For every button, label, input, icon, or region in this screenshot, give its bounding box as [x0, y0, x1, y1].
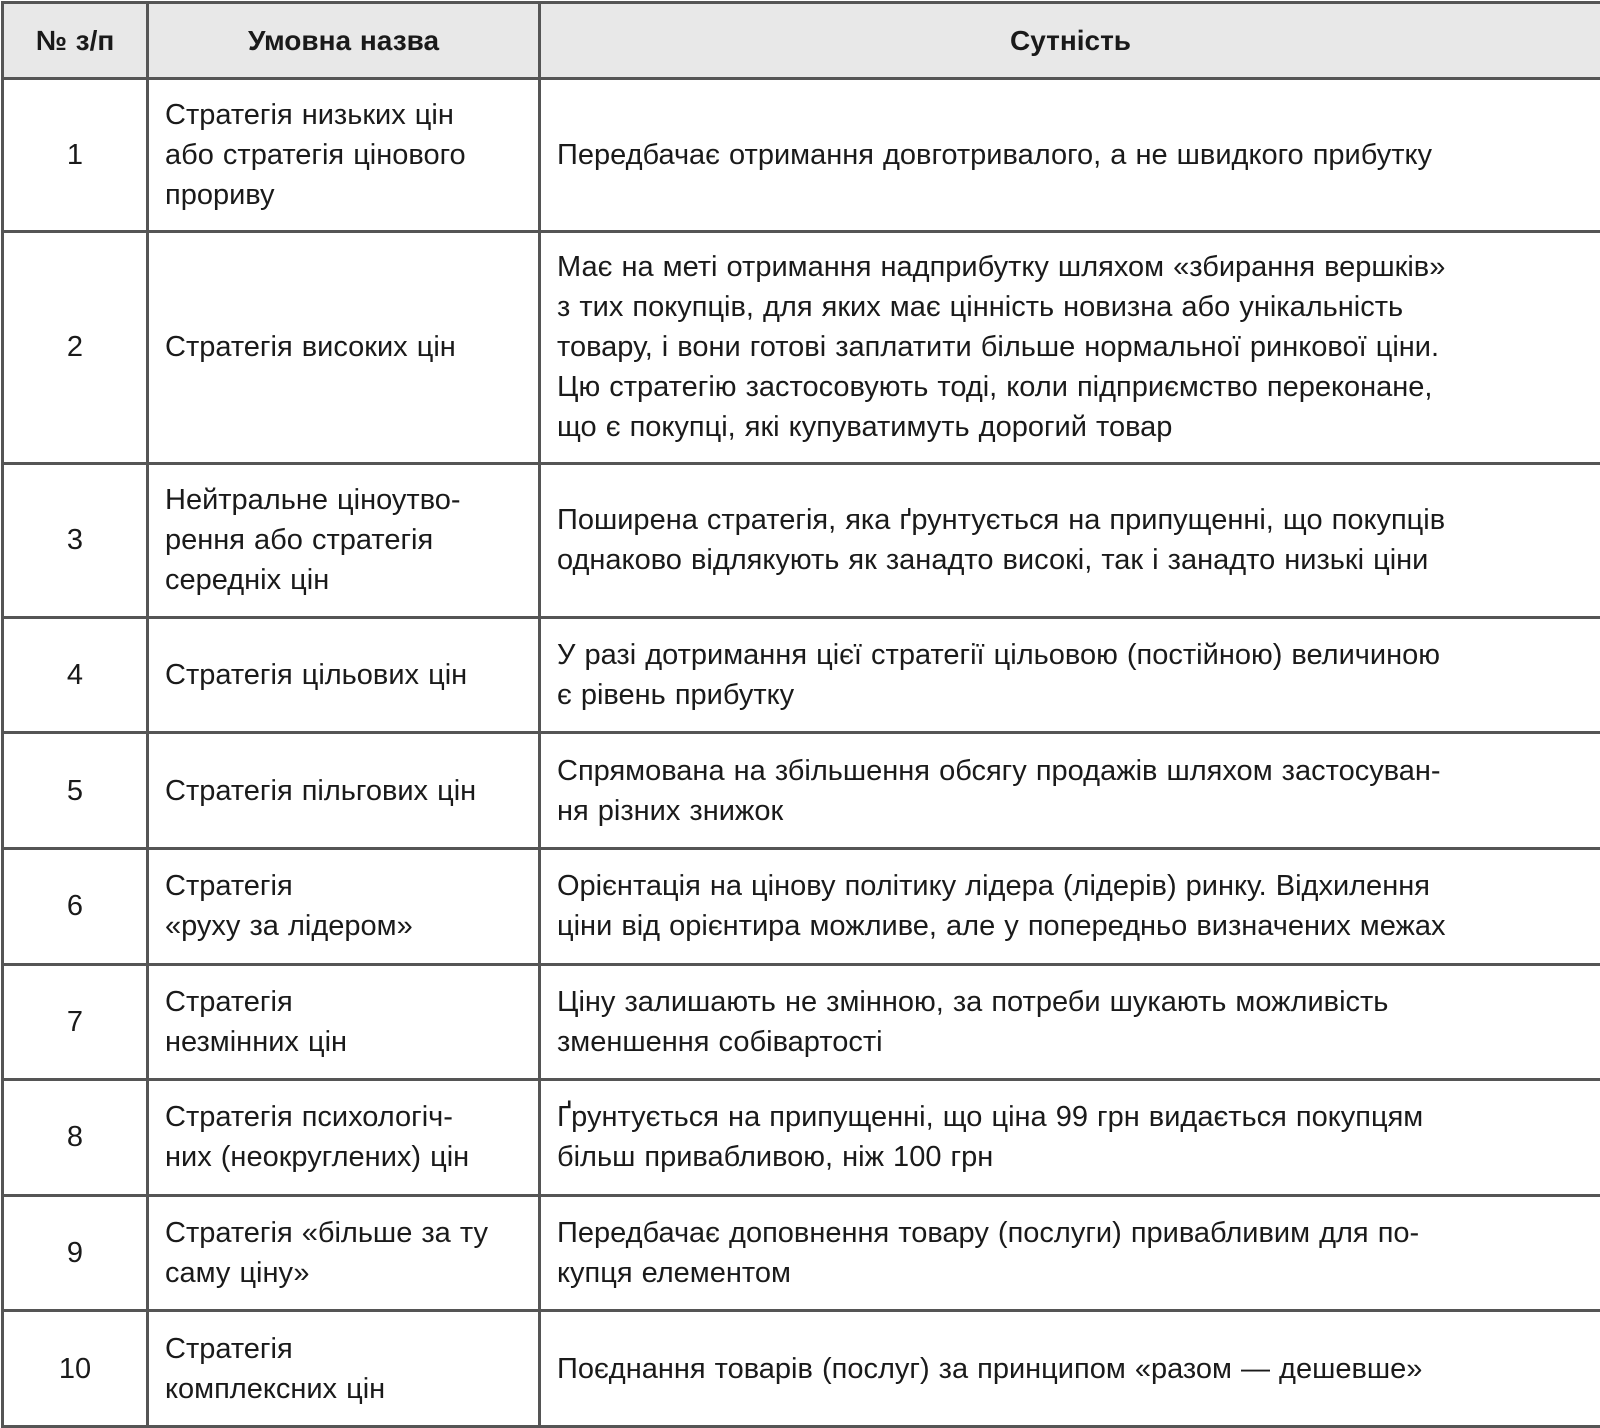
row-essence: Орієнтація на цінову політику лідера (лідерів) ринку. Відхилення ціни від орієнтира можливе, але у попередньо визначених межах: [557, 870, 1446, 943]
row-name: Стратегія «руху за лідером»: [165, 870, 413, 943]
row-number: 7: [3, 964, 148, 1080]
row-essence: Поєднання товарів (послуг) за принципом «разом — дешевше»: [557, 1352, 1423, 1385]
row-essence: Передбачає доповнення товару (послуги) привабливим для по- купця елементом: [557, 1217, 1420, 1290]
row-name: Стратегія низьких цін або стратегія цінового прориву: [165, 98, 466, 211]
pricing-strategies-table: [1, 1, 1600, 1428]
row-essence: Спрямована на збільшення обсягу продажів шляхом застосуван- ня різних знижок: [557, 754, 1441, 827]
header-number: № з/п: [3, 3, 148, 79]
table-row: [3, 848, 1600, 964]
row-number: 10: [3, 1311, 148, 1427]
row-name: Нейтральне ціноутво- рення або стратегія середніх цін: [165, 484, 461, 597]
row-essence: У разі дотримання цієї стратегії цільовою (постійною) величиною є рівень прибутку: [557, 639, 1440, 712]
table-row: [3, 1195, 1600, 1311]
header-row: [3, 3, 1600, 79]
row-name: Стратегія «більше за ту саму ціну»: [165, 1217, 488, 1290]
table-row: [3, 231, 1600, 463]
row-essence: Має на меті отримання надприбутку шляхом «збирання вершків» з тих покупців, для яких має цінність новизна або унікальність товару, і вони готові заплатити більше нормальної ринкової ціни. Цю стратегію застосовують тоді, коли підприємство переконане, що є покупці, які купуватимуть дорогий товар: [557, 251, 1446, 444]
row-essence: Ціну залишають не змінною, за потреби шукають можливість зменшення собівартості: [557, 985, 1389, 1058]
table-row: [3, 617, 1600, 733]
table-row: [3, 79, 1600, 232]
row-number: 6: [3, 848, 148, 964]
row-essence: Поширена стратегія, яка ґрунтується на припущенні, що покупців однаково відлякують як занадто високі, так і занадто низькі ціни: [557, 504, 1446, 577]
table-row: [3, 1311, 1600, 1427]
row-name: Стратегія комплексних цін: [165, 1332, 386, 1405]
row-number: 3: [3, 463, 148, 617]
row-name: Стратегія високих цін: [165, 331, 456, 364]
row-number: 2: [3, 231, 148, 463]
row-name: Стратегія психологіч- них (неокруглених) цін: [165, 1101, 470, 1174]
row-name: Стратегія пільгових цін: [165, 774, 477, 807]
row-number: 1: [3, 79, 148, 232]
row-number: 5: [3, 733, 148, 849]
row-name: Стратегія незмінних цін: [165, 985, 348, 1058]
row-number: 9: [3, 1195, 148, 1311]
row-essence: Передбачає отримання довготривалого, а не швидкого прибутку: [557, 138, 1433, 171]
row-number: 8: [3, 1080, 148, 1196]
table-row: [3, 733, 1600, 849]
row-name: Стратегія цільових цін: [165, 659, 468, 692]
header-name: Умовна назва: [148, 3, 540, 79]
table-row: [3, 463, 1600, 617]
header-essence: Сутність: [540, 3, 1600, 79]
row-number: 4: [3, 617, 148, 733]
table-row: [3, 964, 1600, 1080]
row-essence: Ґрунтується на припущенні, що ціна 99 грн видається покупцям більш привабливою, ніж 100 грн: [557, 1101, 1424, 1174]
table-row: [3, 1080, 1600, 1196]
